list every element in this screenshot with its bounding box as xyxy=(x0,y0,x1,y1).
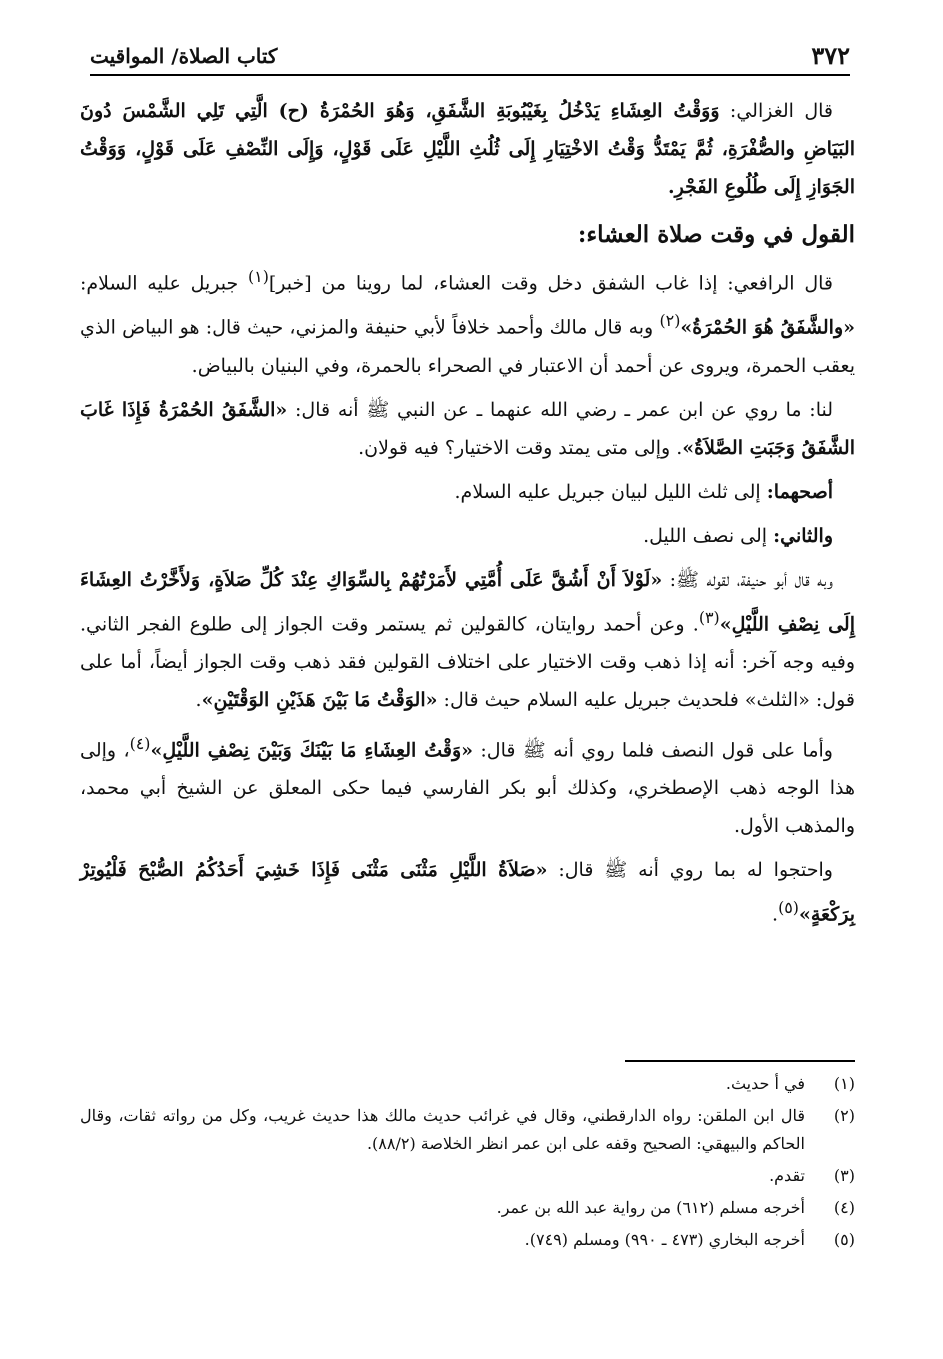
footnote-ref-5: (٥) xyxy=(778,898,799,918)
abu-hanifa-text-1: وبه قال أبو حنيفة، لقوله ﷺ: xyxy=(662,568,834,591)
nisf-text-2: ، وإلى هذا الوجه ذهب الإصطخري، وكذلك أبو بكر الفارسي فيما حكى المعلق عن الشيخ أبي محمد، والمذهب الأول. xyxy=(80,739,855,838)
footnote-number: (٥) xyxy=(833,1230,855,1249)
rafii-text-2: جبريل عليه السلام: xyxy=(80,272,248,295)
abu-hanifa-paragraph xyxy=(80,561,855,719)
footnote-item xyxy=(80,1194,855,1222)
footnote-ref-2: (٢) xyxy=(659,311,681,331)
ghazali-text: وَوَقْتُ العِشَاءِ يَدْخُلُ بِغَيْبُوبَةِ الشَّفَقِ، وَهُوَ الحُمْرَةُ (ح) الَّتِي تَلِي الشَّمْسَ دُونَ البَيَاضِ والصُّفْرَةِ، ثُمَّ يَمْتَدُّ وَقْتُ الاخْتِيَارِ إِلَى ثُلُثِ اللَّيْلِ عَلَى قَوْلٍ، وَإِلَى النِّصْفِ عَلَى قَوْلٍ، وَوَقْتُ الجَوَازِ إِلَى طُلُوعِ الفَجْرِ. xyxy=(80,100,855,198)
ihtajju-text-1: واحتجوا له بما روي أنه ﷺ قال: xyxy=(547,859,833,882)
abu-hanifa-hadith-2: «الوَقْتُ مَا بَيْنَ هَذَيْنِ الوَقْتَيْنِ» xyxy=(201,688,438,711)
opinion-1 xyxy=(80,473,855,511)
footnote-number: (٤) xyxy=(833,1198,855,1217)
abu-hanifa-text-3: . xyxy=(195,688,202,711)
lana-text-1: لنا: ما روي عن ابن عمر ـ رضي الله عنهما ـ عن النبي ﷺ أنه قال: xyxy=(287,398,833,421)
running-title: كتاب الصلاة/ المواقيت xyxy=(90,44,278,68)
abu-hanifa-text-2: . وعن أحمد روايتان، كالقولين ثم يستمر وقت الجواز إلى طلوع الفجر الثاني. وفيه وجه آخر: أنه إذا ذهب وقت الاختيار على اختلاف القولين فقد ذهب وقت الجواز أيضاً، أما على قول: «الثلث» فلحديث جبريل عليه السلام حيث قال: xyxy=(80,612,855,711)
lana-hadith: «الشَّفَقُ الحُمْرَةُ فَإِذَا غَابَ الشَّفَقُ وَجَبَتِ الصَّلاَةُ» xyxy=(80,398,855,459)
footnote-text: تقدم. xyxy=(769,1166,805,1185)
footnote-item xyxy=(80,1162,855,1190)
opinion-2-text: إلى نصف الليل. xyxy=(643,524,774,547)
opinion-1-label: أصحهما: xyxy=(766,480,833,503)
section-heading: القول في وقت صلاة العشاء: xyxy=(577,221,855,248)
lana-text-2: . وإلى متى يمتد وقت الاختيار؟ فيه قولان. xyxy=(358,436,683,459)
main-text xyxy=(80,92,855,940)
nisf-text-1: وأما على قول النصف فلما روي أنه ﷺ قال: xyxy=(473,739,833,762)
page-header xyxy=(90,30,850,76)
ghazali-speaker: قال الغزالي: xyxy=(719,100,833,122)
footnote-ref-1: (١) xyxy=(247,267,269,286)
ihtajju-paragraph xyxy=(80,851,855,933)
nisf-hadith: «وَقْتُ العِشَاءِ مَا بَيْنَكَ وَبَيْنَ نِصْفِ اللَّيْلِ» xyxy=(150,739,473,762)
footnote-item xyxy=(80,1226,855,1254)
footnote-ref-3: (٣) xyxy=(698,607,720,627)
footnote-text: أخرجه مسلم (٦١٢) من رواية عبد الله بن عمر. xyxy=(496,1198,805,1217)
ghazali-paragraph xyxy=(80,92,855,206)
footnote-text: أخرجه البخاري (٤٧٣ ـ ٩٩٠) ومسلم (٧٤٩). xyxy=(524,1230,805,1249)
rafii-paragraph xyxy=(80,258,855,385)
footnote-number: (٣) xyxy=(833,1166,855,1185)
ihtajju-hadith: «صَلاَةُ اللَّيْلِ مَثْنَى مَثْنَى فَإِذَا خَشِيَ أَحَدُكُمُ الصُّبْحَ فَلْيُوتِرْ بِرَكْعَةٍ» xyxy=(80,859,855,926)
lana-paragraph xyxy=(80,391,855,467)
footnote-number: (٢) xyxy=(833,1106,855,1125)
footnote-text: قال ابن الملقن: رواه الدارقطني، وقال في غرائب حديث مالك هذا حديث غريب، وكل من رواته ثقات، وقال الحاكم والبيهقي: الصحيح وقفه على ابن عمر انظر الخلاصة (٨٨/٢). xyxy=(80,1106,805,1153)
footnote-item xyxy=(80,1070,855,1098)
ihtajju-text-2: . xyxy=(772,903,779,926)
footnote-divider xyxy=(625,1060,855,1062)
footnote-item xyxy=(80,1102,855,1158)
footnotes xyxy=(80,1060,855,1258)
abu-hanifa-hadith: «لَوْلاَ أَنْ أَشُقَّ عَلَى أُمَّتِي لأَمَرْتُهُمْ بِالسِّوَاكِ عِنْدَ كُلِّ صَلاَةٍ، وَلأَخَّرْتُ العِشَاءَ إِلَى نِصْفِ اللَّيْلِ» xyxy=(80,568,855,635)
footnote-number: (١) xyxy=(833,1074,855,1093)
rafii-text-1: قال الرافعي: إذا غاب الشفق دخل وقت العشاء، لما روينا من [خبر] xyxy=(268,272,834,295)
footnote-text: في أ حديث. xyxy=(725,1074,805,1093)
nisf-paragraph xyxy=(80,725,855,845)
rafii-hadith: «والشَّفَقُ هُوَ الحُمْرَةُ» xyxy=(680,316,855,339)
opinion-2-label: والثاني: xyxy=(773,524,833,547)
opinion-2 xyxy=(80,517,855,555)
rafii-text-3: وبه قال مالك وأحمد خلافاً لأبي حنيفة والمزني، حيث قال: هو البياض الذي يعقب الحمرة، ويروى عن أحمد أن الاعتبار في الصحراء بالحمرة، وفي البنيان بالبياض. xyxy=(80,316,855,377)
footnote-ref-4: (٤) xyxy=(129,733,151,753)
opinion-1-text: إلى ثلث الليل لبيان جبريل عليه السلام. xyxy=(454,480,767,503)
page-number: ٣٧٢ xyxy=(811,41,850,70)
